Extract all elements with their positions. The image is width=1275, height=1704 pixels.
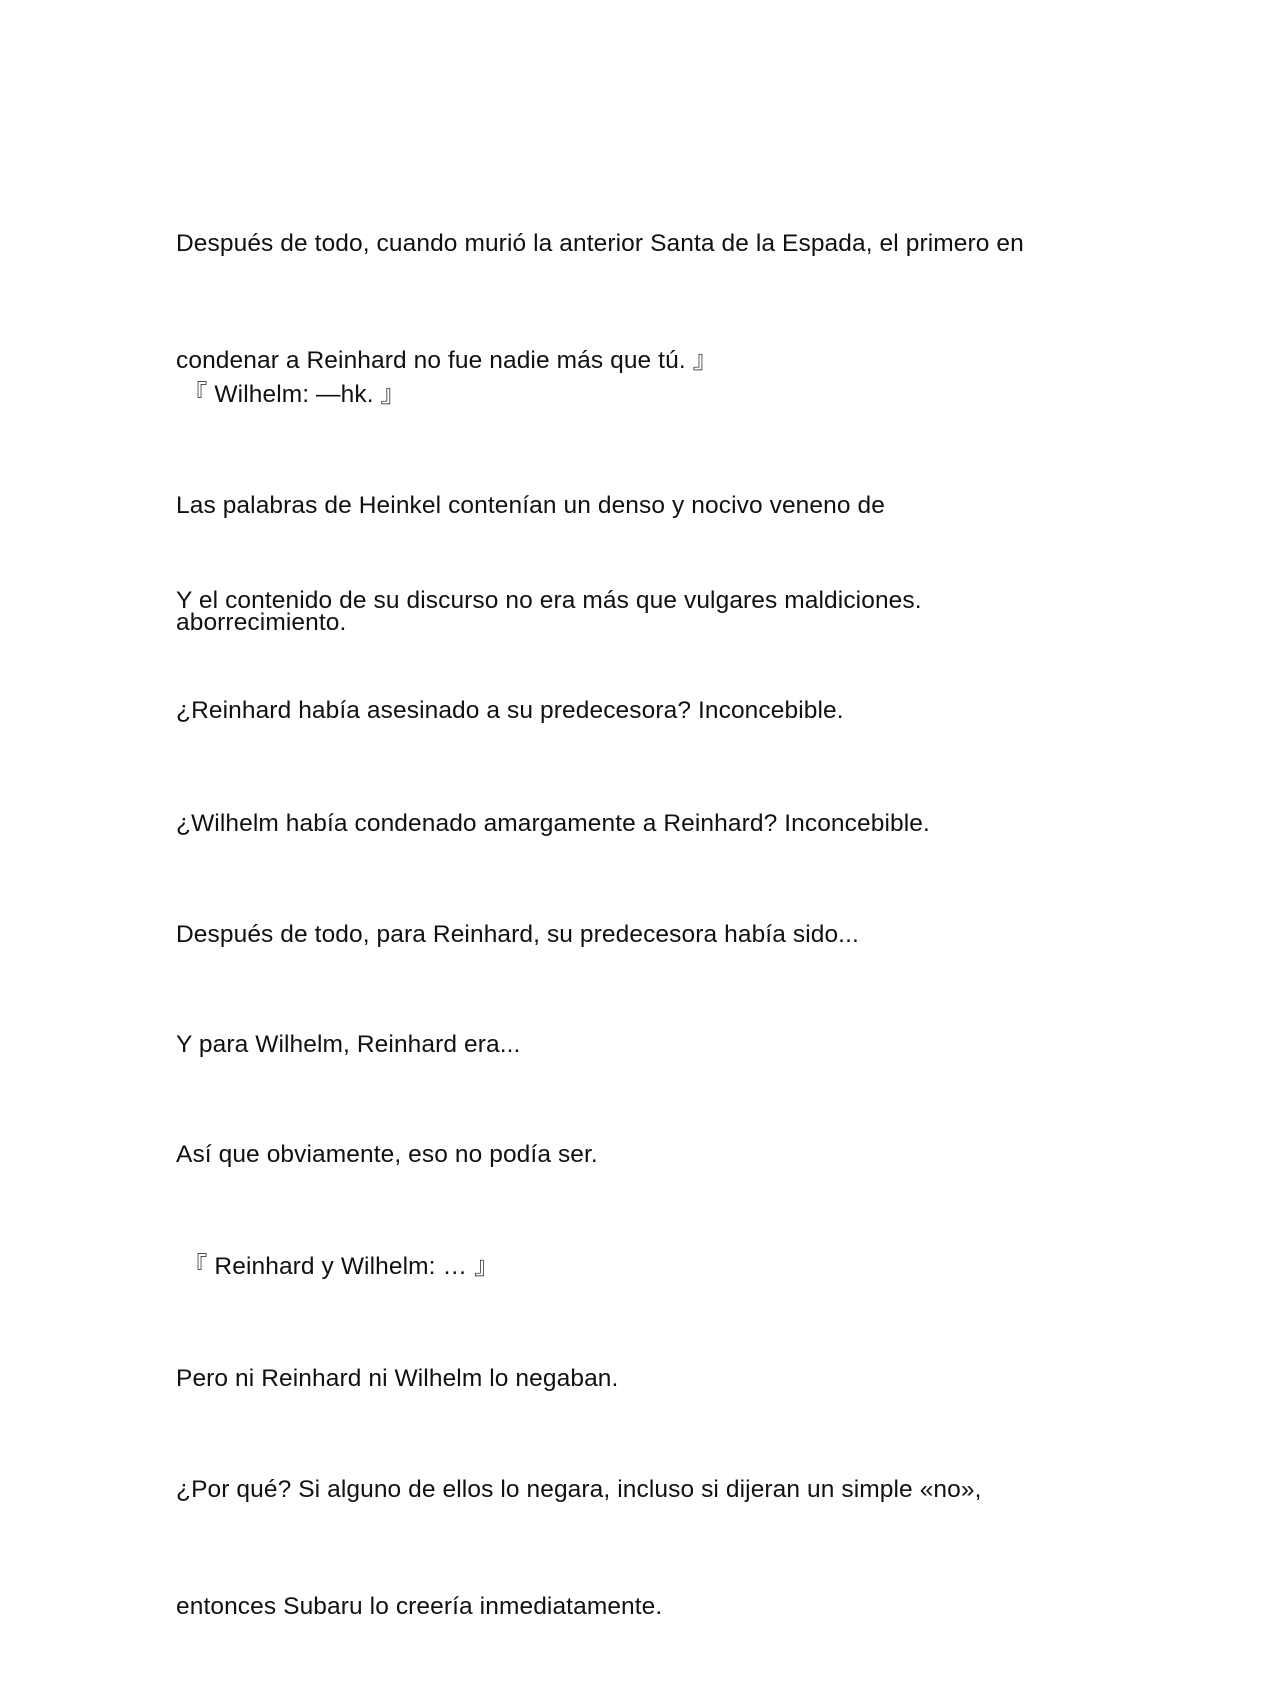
text-line: ¿Por qué? Si alguno de ellos lo negara, incluso si dijeran un simple «no», xyxy=(176,1476,982,1503)
text-line: 『 Wilhelm: —hk. 』 xyxy=(176,381,406,408)
text-line: aborrecimiento. xyxy=(176,609,347,636)
text-line: entonces Subaru lo creería inmediatamente. xyxy=(176,1593,663,1620)
text-line: Después de todo, para Reinhard, su predecesora había sido... xyxy=(176,921,859,948)
text-line: ¿Reinhard había asesinado a su predecesora? Inconcebible. xyxy=(176,697,844,724)
text-line: Las palabras de Heinkel contenían un denso y nocivo veneno de xyxy=(176,492,885,519)
text-line: Así que obviamente, eso no podía ser. xyxy=(176,1141,598,1168)
text-line: Y para Wilhelm, Reinhard era... xyxy=(176,1031,521,1058)
text-line: Pero ni Reinhard ni Wilhelm lo negaban. xyxy=(176,1365,619,1392)
text-line: Después de todo, cuando murió la anterior Santa de la Espada, el primero en xyxy=(176,230,1024,257)
text-line: ¿Wilhelm había condenado amargamente a Reinhard? Inconcebible. xyxy=(176,810,930,837)
paragraph-narration xyxy=(176,1392,1106,1704)
text-line: condenar a Reinhard no fue nadie más que tú. 』 xyxy=(176,347,718,374)
text-line: Y el contenido de su discurso no era más que vulgares maldiciones. xyxy=(176,587,922,614)
text-line: 『 Reinhard y Wilhelm: … 』 xyxy=(176,1253,499,1280)
